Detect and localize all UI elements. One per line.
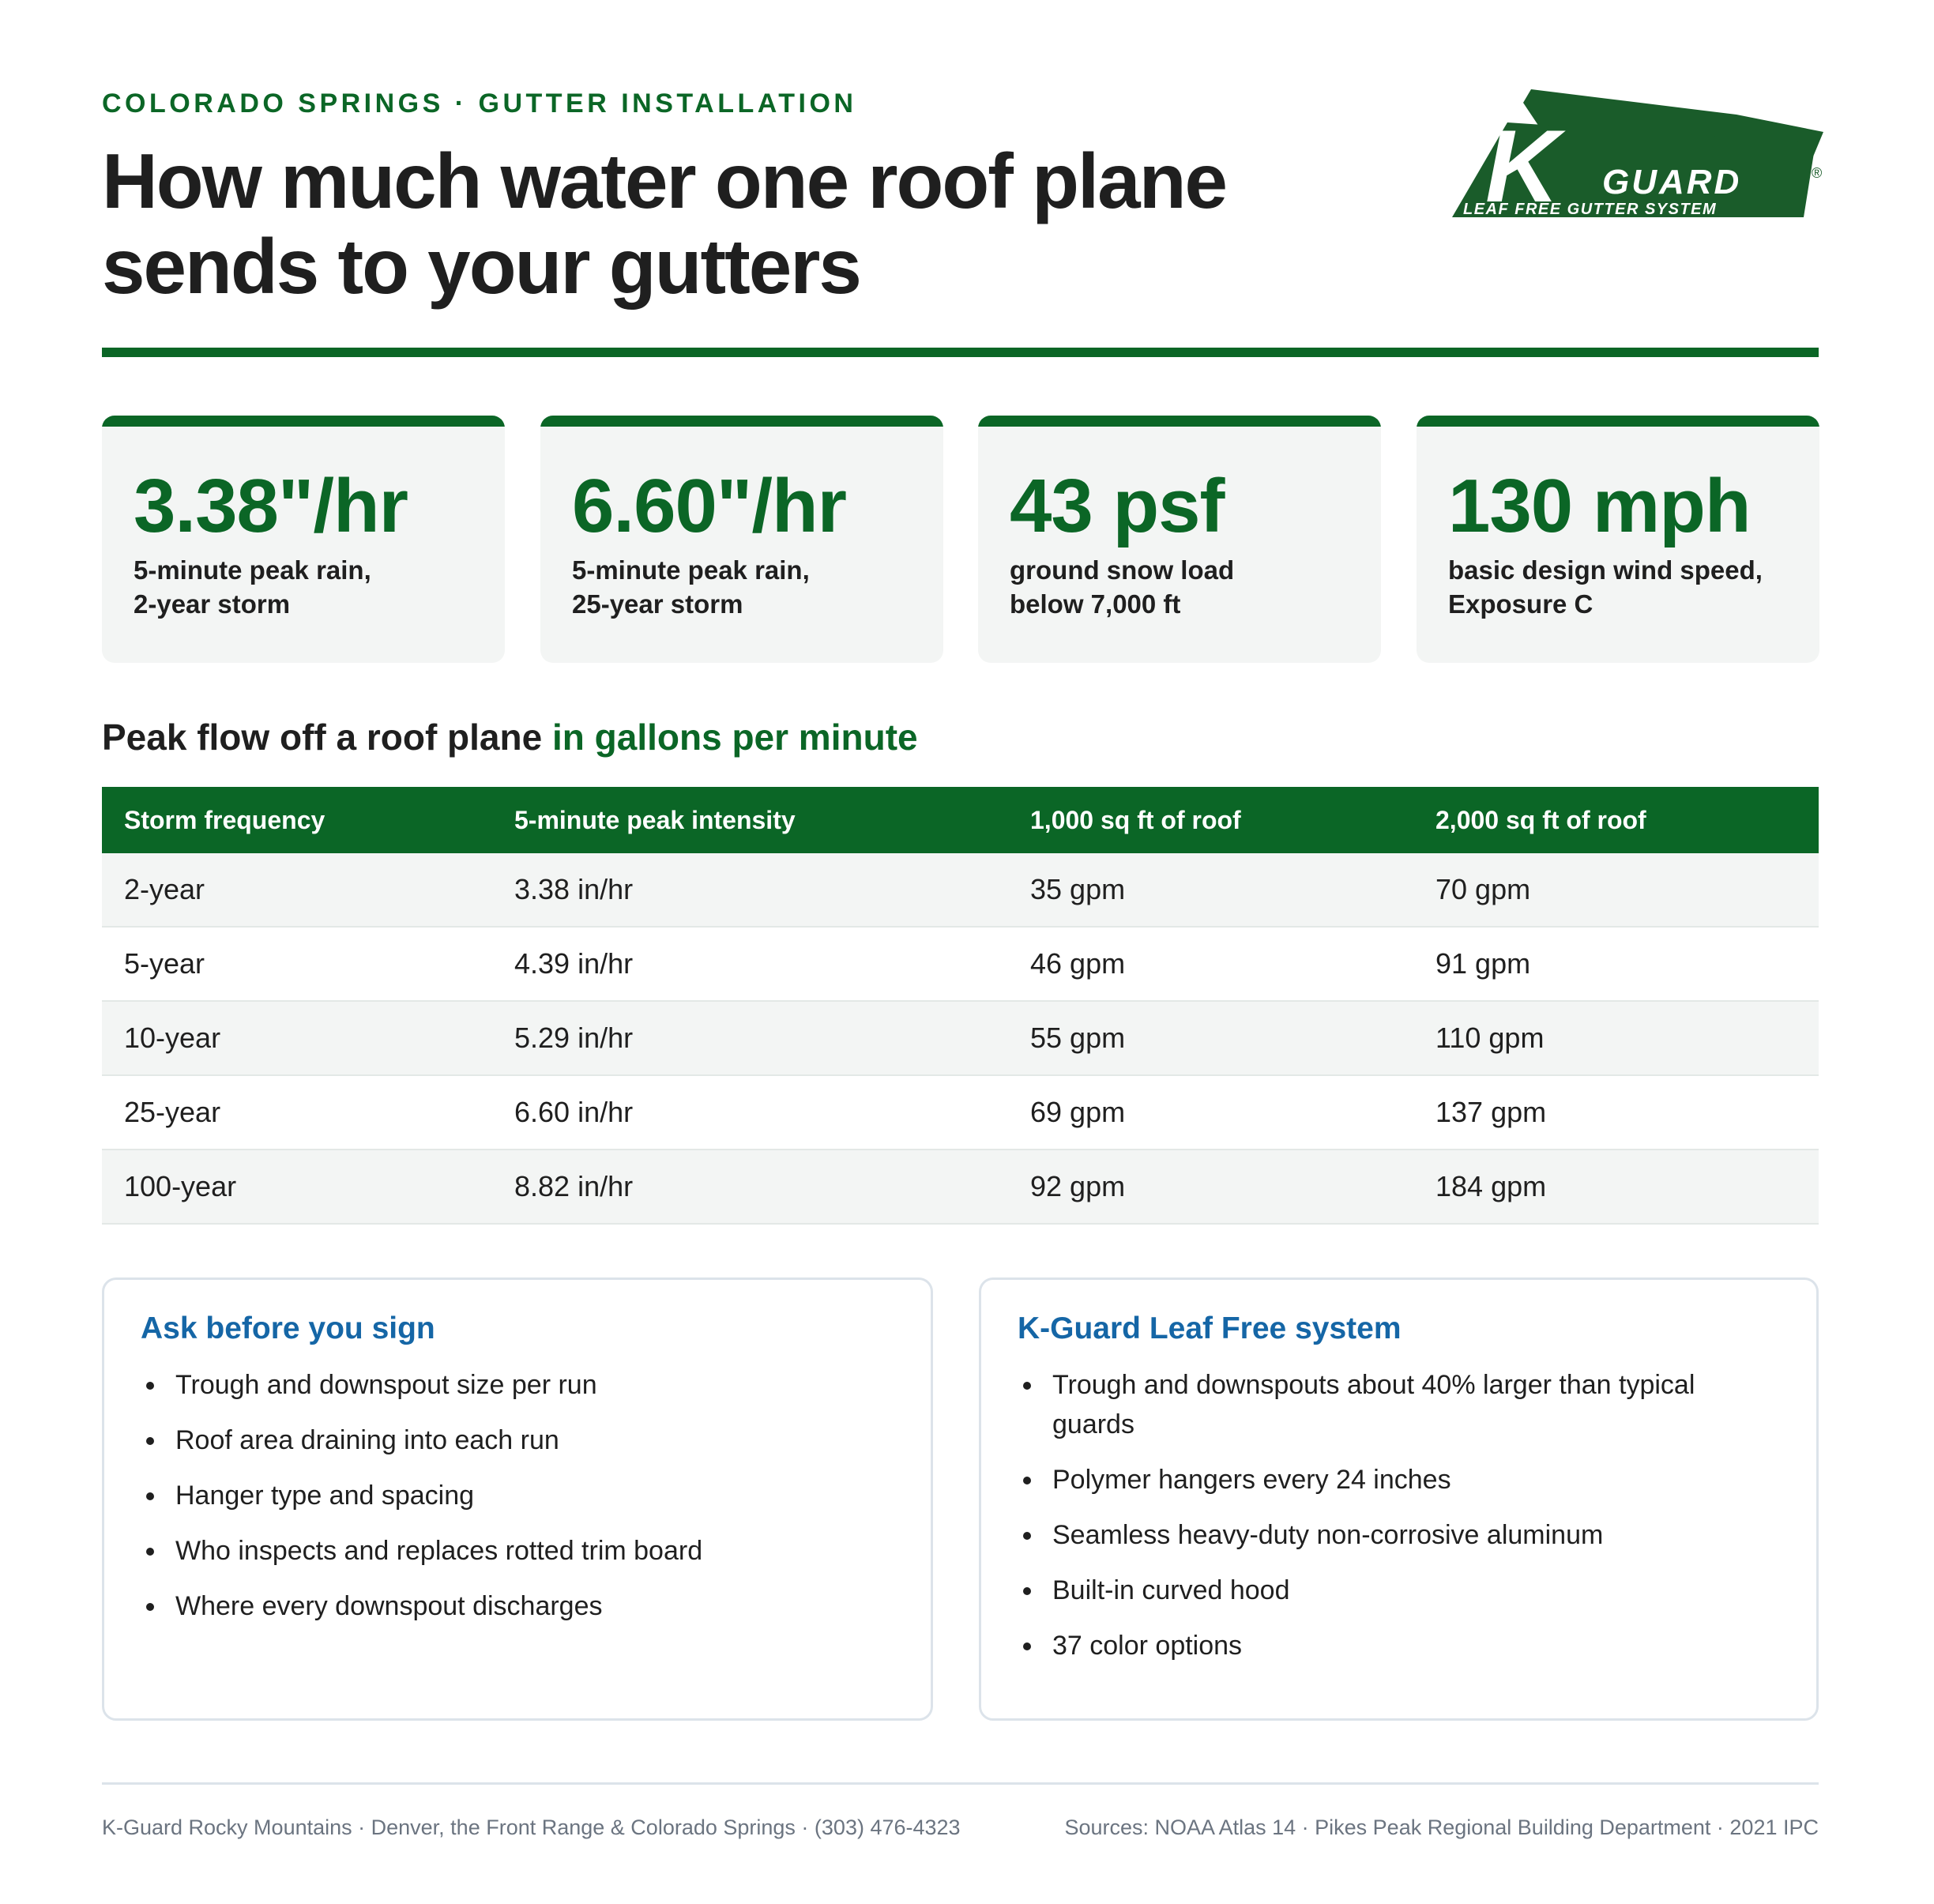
table-row: [102, 1150, 1819, 1224]
column-header: 2,000 sq ft of roof: [1413, 787, 1819, 853]
list-item: Who inspects and replaces rotted trim board: [141, 1531, 702, 1571]
logo-tagline: LEAF FREE GUTTER SYSTEM: [1463, 201, 1718, 218]
list-item: Seamless heavy-duty non-corrosive aluminum: [1018, 1515, 1760, 1555]
stat-value: 6.60"/hr: [572, 464, 847, 548]
stat-card-25yr-rain: [540, 416, 943, 663]
stat-label-line: 5-minute peak rain,: [572, 555, 810, 585]
table-cell: 91 gpm: [1413, 927, 1819, 1001]
table-header-row: [102, 787, 1819, 853]
column-header: 1,000 sq ft of roof: [1008, 787, 1413, 853]
table-row: [102, 1075, 1819, 1150]
footer-contact: K-Guard Rocky Mountains · Denver, the Front Range & Colorado Springs · (303) 476-4323: [102, 1816, 961, 1839]
stat-label-line: below 7,000 ft: [1010, 589, 1181, 619]
table-cell: 8.82 in/hr: [492, 1150, 1008, 1224]
logo-wordmark: GUARD: [1602, 163, 1742, 201]
table-cell: 6.60 in/hr: [492, 1075, 1008, 1150]
k-guard-logo: [1452, 83, 1823, 229]
ask-list: [141, 1365, 702, 1642]
stat-label-line: ground snow load: [1010, 555, 1235, 585]
flow-title-main: Peak flow off a roof plane: [102, 717, 543, 758]
stat-value: 130 mph: [1448, 464, 1751, 548]
table-cell: 4.39 in/hr: [492, 927, 1008, 1001]
table-row: [102, 1001, 1819, 1075]
table-cell: 55 gpm: [1008, 1001, 1413, 1075]
table-cell: 110 gpm: [1413, 1001, 1819, 1075]
table-cell: 184 gpm: [1413, 1150, 1819, 1224]
flow-section-title: [102, 716, 918, 758]
stat-label-line: 5-minute peak rain,: [134, 555, 371, 585]
list-item: 37 color options: [1018, 1626, 1760, 1665]
table-cell: 35 gpm: [1008, 853, 1413, 927]
stat-label-line: Exposure C: [1448, 589, 1593, 619]
footer-sources: Sources: NOAA Atlas 14 · Pikes Peak Regional Building Department · 2021 IPC: [1064, 1816, 1819, 1839]
list-item: Trough and downspout size per run: [141, 1365, 702, 1405]
stat-label: [1448, 553, 1796, 621]
stat-label: [1010, 553, 1357, 621]
list-item: Polymer hangers every 24 inches: [1018, 1460, 1760, 1499]
list-item: Roof area draining into each run: [141, 1420, 702, 1460]
table-cell: 70 gpm: [1413, 853, 1819, 927]
list-item: Trough and downspouts about 40% larger than typical guards: [1018, 1365, 1760, 1444]
table-cell: 5.29 in/hr: [492, 1001, 1008, 1075]
table-cell: 10-year: [102, 1001, 492, 1075]
column-header: 5-minute peak intensity: [492, 787, 1008, 853]
stat-card-bar: [102, 416, 505, 427]
ask-before-sign-panel: [102, 1277, 933, 1721]
table-cell: 25-year: [102, 1075, 492, 1150]
flow-table: [102, 787, 1819, 1225]
table-cell: 46 gpm: [1008, 927, 1413, 1001]
stat-label: [572, 553, 920, 621]
stat-card-bar: [540, 416, 943, 427]
stat-card-bar: [978, 416, 1381, 427]
panel-title: Ask before you sign: [141, 1311, 435, 1345]
table-cell: 5-year: [102, 927, 492, 1001]
stat-value: 3.38"/hr: [134, 464, 408, 548]
stat-label-line: 2-year storm: [134, 589, 291, 619]
footer-rule: [102, 1782, 1819, 1785]
list-item: Where every downspout discharges: [141, 1586, 702, 1626]
eyebrow: COLORADO SPRINGS · GUTTER INSTALLATION: [102, 88, 857, 119]
table-row: [102, 927, 1819, 1001]
table-cell: 2-year: [102, 853, 492, 927]
stat-label-line: 25-year storm: [572, 589, 743, 619]
stat-card-snow-load: [978, 416, 1381, 663]
list-item: Built-in curved hood: [1018, 1571, 1760, 1610]
stat-card-2yr-rain: [102, 416, 505, 663]
stat-label: [134, 553, 481, 621]
stat-card-bar: [1417, 416, 1819, 427]
k-guard-system-panel: [979, 1277, 1819, 1721]
logo-registered: ®: [1812, 165, 1823, 181]
table-cell: 100-year: [102, 1150, 492, 1224]
stat-value: 43 psf: [1010, 464, 1225, 548]
table-row: [102, 853, 1819, 927]
title-rule: [102, 348, 1819, 357]
panel-title: K-Guard Leaf Free system: [1018, 1311, 1402, 1345]
stat-card-wind-speed: [1417, 416, 1819, 663]
flow-title-accent: in gallons per minute: [551, 717, 918, 758]
list-item: Hanger type and spacing: [141, 1476, 702, 1515]
page-title: How much water one roof plane sends to your gutters: [102, 137, 1227, 310]
stat-label-line: basic design wind speed,: [1448, 555, 1763, 585]
table-cell: 137 gpm: [1413, 1075, 1819, 1150]
table-cell: 92 gpm: [1008, 1150, 1413, 1224]
logo-k-letter: K: [1485, 108, 1560, 224]
table-cell: 69 gpm: [1008, 1075, 1413, 1150]
table-cell: 3.38 in/hr: [492, 853, 1008, 927]
system-list: [1018, 1365, 1760, 1681]
column-header: Storm frequency: [102, 787, 492, 853]
